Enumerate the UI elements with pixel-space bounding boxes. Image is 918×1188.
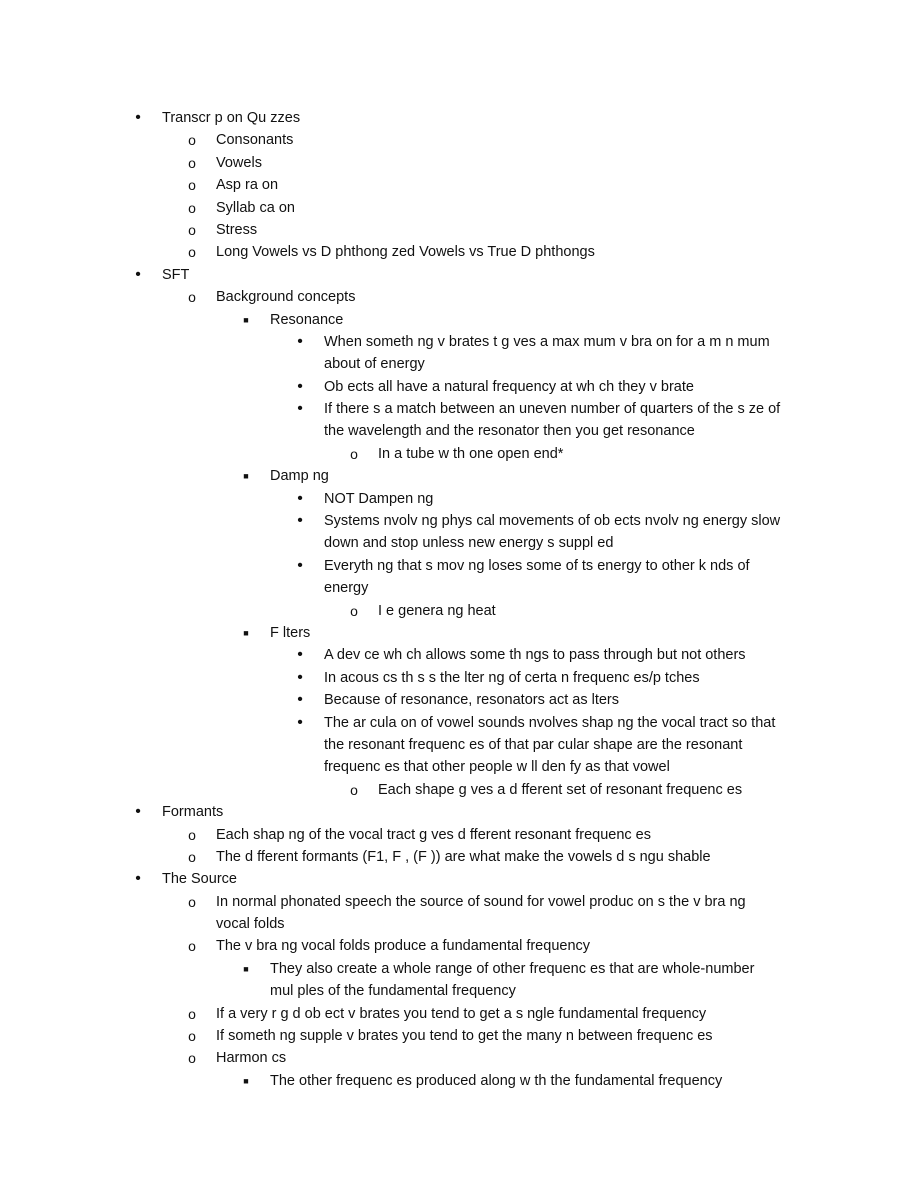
list-item — [0, 443, 918, 465]
bullet-marker-icon: • — [135, 870, 141, 888]
bullet-marker-icon: • — [297, 400, 303, 418]
outline-list — [0, 107, 918, 1092]
list-item-text: frequenc es that other people w ll den fy as that vowel — [324, 759, 670, 776]
circle-marker-icon: o — [188, 938, 196, 955]
list-item-text: the wavelength and the resonator then you get resonance — [324, 423, 695, 440]
bullet-marker-icon: • — [135, 803, 141, 821]
bullet-marker-icon: • — [297, 332, 303, 350]
square-marker-icon: ■ — [243, 314, 249, 325]
list-item — [0, 488, 918, 510]
list-item-text: Everyth ng that s mov ng loses some of ts energy to other k nds of — [324, 557, 750, 574]
list-item-text: Each shap ng of the vocal tract g ves d fferent resonant frequenc es — [216, 826, 651, 843]
list-item — [0, 891, 918, 913]
list-item-text: Formants — [162, 804, 224, 821]
circle-marker-icon: o — [188, 826, 196, 843]
list-item-text: Ob ects all have a natural frequency at wh ch they v brate — [324, 378, 694, 395]
list-item — [0, 958, 918, 980]
circle-marker-icon: o — [188, 177, 196, 194]
list-item — [0, 712, 918, 734]
bullet-marker-icon: • — [297, 377, 303, 395]
list-item — [0, 398, 918, 420]
list-item-text: The ar cula on of vowel sounds nvolves shap ng the vocal tract so that — [324, 714, 776, 731]
list-item — [0, 129, 918, 151]
list-item-text: Because of resonance, resonators act as lters — [324, 692, 619, 709]
circle-marker-icon: o — [350, 445, 358, 462]
bullet-marker-icon: • — [297, 489, 303, 507]
list-item-text: down and stop unless new energy s suppl ed — [324, 535, 614, 552]
list-item — [0, 622, 918, 644]
list-item-text: about of energy — [324, 356, 425, 373]
list-item — [0, 510, 918, 532]
list-item — [0, 1047, 918, 1069]
list-item-text: Harmon cs — [216, 1050, 287, 1067]
list-item — [0, 667, 918, 689]
bullet-marker-icon: • — [297, 512, 303, 530]
list-item-continuation — [0, 532, 918, 554]
list-item-text: Vowels — [216, 154, 262, 171]
list-item-text: Transcr p on Qu zzes — [162, 110, 301, 126]
list-item — [0, 286, 918, 308]
list-item — [0, 376, 918, 398]
list-item-text: Damp ng — [270, 468, 329, 485]
list-item-text: When someth ng v brates t g ves a max mum v bra on for a m n mum — [324, 333, 770, 350]
bullet-marker-icon: • — [297, 713, 303, 731]
list-item — [0, 107, 918, 129]
circle-marker-icon: o — [188, 132, 196, 149]
list-item — [0, 846, 918, 868]
list-item-continuation — [0, 980, 918, 1002]
circle-marker-icon: o — [188, 1028, 196, 1045]
list-item — [0, 868, 918, 890]
list-item-text: Resonance — [270, 311, 344, 328]
list-item — [0, 152, 918, 174]
list-item-continuation — [0, 756, 918, 778]
list-item-text: NOT Dampen ng — [324, 490, 434, 507]
list-item — [0, 801, 918, 823]
list-item-text: The other frequenc es produced along w th the fundamental frequency — [270, 1072, 723, 1089]
list-item-text: SFT — [162, 266, 190, 283]
list-item — [0, 689, 918, 711]
list-item-text: In normal phonated speech the source of sound for vowel produc on s the v bra ng — [216, 893, 746, 910]
list-item — [0, 465, 918, 487]
circle-marker-icon: o — [188, 244, 196, 261]
bullet-marker-icon: • — [297, 691, 303, 709]
list-item — [0, 935, 918, 957]
list-item — [0, 1070, 918, 1092]
list-item-text: The Source — [162, 871, 237, 888]
list-item-continuation — [0, 577, 918, 599]
list-item-text: The v bra ng vocal folds produce a fundamental frequency — [216, 938, 591, 955]
bullet-marker-icon: • — [135, 265, 141, 283]
list-item — [0, 600, 918, 622]
list-item — [0, 1003, 918, 1025]
list-item — [0, 555, 918, 577]
list-item-text: Long Vowels vs D phthong zed Vowels vs True D phthongs — [216, 244, 595, 261]
circle-marker-icon: o — [350, 602, 358, 619]
list-item-text: mul ples of the fundamental frequency — [270, 983, 516, 1000]
list-item — [0, 1025, 918, 1047]
list-item-text: In a tube w th one open end* — [378, 445, 564, 462]
list-item-text: Asp ra on — [216, 177, 279, 194]
bullet-marker-icon: • — [297, 668, 303, 686]
square-marker-icon: ■ — [243, 963, 249, 974]
bullet-marker-icon: • — [297, 646, 303, 664]
list-item-text: If someth ng supple v brates you tend to get the many n between frequenc es — [216, 1028, 713, 1045]
list-item-text: vocal folds — [216, 916, 285, 933]
list-item-continuation — [0, 734, 918, 756]
list-item — [0, 264, 918, 286]
list-item-text: Background concepts — [216, 289, 356, 306]
list-item — [0, 644, 918, 666]
list-item — [0, 219, 918, 241]
list-item — [0, 309, 918, 331]
list-item-text: Consonants — [216, 132, 294, 149]
list-item-text: I e genera ng heat — [378, 602, 496, 619]
list-item-text: Systems nvolv ng phys cal movements of ob ects nvolv ng energy slow — [324, 513, 781, 530]
list-item-text: the resonant frequenc es of that par cular shape are the resonant — [324, 736, 743, 753]
list-item-continuation — [0, 913, 918, 935]
circle-marker-icon: o — [188, 289, 196, 306]
circle-marker-icon: o — [188, 1005, 196, 1022]
list-item-text: If a very r g d ob ect v brates you tend to get a s ngle fundamental frequency — [216, 1005, 707, 1022]
list-item-text: A dev ce wh ch allows some th ngs to pass through but not others — [324, 647, 746, 664]
list-item-text: In acous cs th s s the lter ng of certa n frequenc es/p tches — [324, 669, 700, 686]
circle-marker-icon: o — [188, 848, 196, 865]
list-item-continuation — [0, 353, 918, 375]
list-item-text: Each shape g ves a d fferent set of resonant frequenc es — [378, 781, 743, 798]
circle-marker-icon: o — [188, 1050, 196, 1067]
list-item-text: Syllab ca on — [216, 199, 295, 216]
list-item — [0, 241, 918, 263]
list-item-text: energy — [324, 580, 369, 597]
bullet-marker-icon: • — [135, 109, 141, 126]
list-item — [0, 331, 918, 353]
list-item-text: The d fferent formants (F1, F , (F )) are what make the vowels d s ngu shable — [216, 848, 711, 865]
square-marker-icon: ■ — [243, 1075, 249, 1086]
circle-marker-icon: o — [350, 781, 358, 798]
list-item — [0, 824, 918, 846]
list-item-continuation — [0, 420, 918, 442]
bullet-marker-icon: • — [297, 556, 303, 574]
circle-marker-icon: o — [188, 893, 196, 910]
circle-marker-icon: o — [188, 154, 196, 171]
list-item-text: If there s a match between an uneven number of quarters of the s ze of — [324, 401, 781, 418]
square-marker-icon: ■ — [243, 627, 249, 638]
circle-marker-icon: o — [188, 221, 196, 238]
list-item-text: Stress — [216, 221, 258, 238]
circle-marker-icon: o — [188, 199, 196, 216]
list-item-text: F lters — [270, 624, 311, 641]
square-marker-icon: ■ — [243, 471, 249, 482]
list-item — [0, 174, 918, 196]
list-item — [0, 197, 918, 219]
list-item — [0, 779, 918, 801]
list-item-text: They also create a whole range of other frequenc es that are whole-number — [270, 960, 755, 977]
